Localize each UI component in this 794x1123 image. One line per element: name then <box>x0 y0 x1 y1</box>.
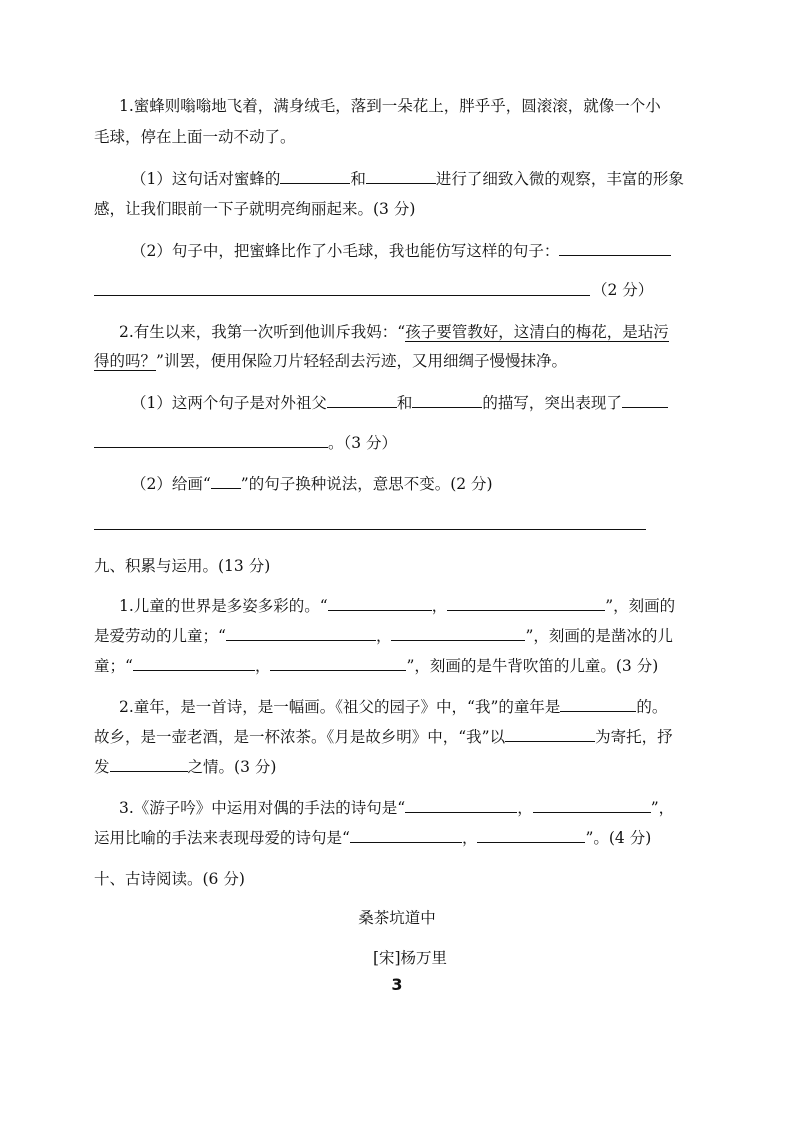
q9-item3-line2: 运用比喻的手法来表现母爱的诗句是“ ， ”。(4 分) <box>94 829 652 847</box>
q8-sub2-score: （2 分） <box>592 281 654 299</box>
q8-sub3-line1: （1）这两个句子是对外祖父 和 的描写，突出表现了 <box>131 392 668 414</box>
q8-para1-line2: 毛球，停在上面一动不动了。 <box>94 128 296 146</box>
answer-blank[interactable] <box>110 756 188 772</box>
answer-blank[interactable] <box>94 432 328 448</box>
q10-heading: 十、古诗阅读。(6 分) <box>94 870 245 888</box>
q8-sub1-line1: （1）这句话对蜜蜂的 和 进行了细致入微的观察，丰富的形象 <box>131 170 684 188</box>
answer-blank[interactable] <box>505 726 595 742</box>
q8-sub4-line1: （2）给画“ ”的句子换种说法，意思不变。(2 分) <box>131 475 493 493</box>
q9-item2-line1: 2.童年，是一首诗，是一幅画。《祖父的园子》中，“我”的童年是 的。 <box>119 698 668 716</box>
answer-blank[interactable] <box>133 655 255 671</box>
answer-blank[interactable] <box>366 168 436 184</box>
answer-blank[interactable] <box>226 625 376 641</box>
q8-para1-line1: 1.蜜蜂则嗡嗡地飞着，满身绒毛，落到一朵花上，胖乎乎，圆滚滚，就像一个小 <box>119 97 661 115</box>
q8-sub2-line1: （2）句子中，把蜜蜂比作了小毛球，我也能仿写这样的句子： <box>131 240 671 262</box>
q8-para2-line1: 2.有生以来，我第一次听到他训斥我妈：“孩子要管教好，这清白的梅花，是玷污 <box>119 323 669 341</box>
q9-item2-line2: 故乡，是一壶老酒，是一杯浓茶。《月是故乡明》中，“我”以 为寄托，抒 <box>94 728 673 746</box>
answer-line[interactable] <box>94 529 646 530</box>
answer-blank[interactable] <box>391 625 525 641</box>
q8-para2-line2: 得的吗？”训罢，便用保险刀片轻轻刮去污迹，又用细绸子慢慢抹净。 <box>94 352 567 370</box>
underlined-sentence: 孩子要管教好，这清白的梅花，是玷污 <box>405 323 669 341</box>
answer-blank[interactable] <box>270 655 406 671</box>
answer-line[interactable] <box>94 295 590 296</box>
answer-blank[interactable] <box>560 696 636 712</box>
answer-blank[interactable] <box>350 827 462 843</box>
q9-item1-line2: 是爱劳动的儿童；“ ， ”，刻画的是凿冰的儿 <box>94 627 673 645</box>
answer-blank[interactable] <box>412 392 482 408</box>
answer-blank[interactable] <box>327 392 397 408</box>
answer-blank[interactable] <box>328 595 432 611</box>
q9-item1-line1: 1.儿童的世界是多姿多彩的。“ ， ”，刻画的 <box>119 597 676 615</box>
underlined-sentence: 得的吗？ <box>94 352 157 370</box>
q9-item3-line1: 3.《游子吟》中运用对偶的手法的诗句是“ ， ”， <box>119 799 675 817</box>
answer-blank[interactable] <box>533 797 651 813</box>
page-number: 3 <box>391 975 403 994</box>
q8-sub1-line2: 感，让我们眼前一下子就明亮绚丽起来。(3 分) <box>94 200 416 218</box>
q9-heading: 九、积累与运用。(13 分) <box>94 557 271 575</box>
q8-sub3-line2: 。（3 分） <box>94 432 397 454</box>
q9-item2-line3: 发 之情。(3 分) <box>94 758 277 776</box>
answer-blank[interactable] <box>405 797 517 813</box>
underline-sample <box>211 473 241 489</box>
answer-blank[interactable] <box>559 240 671 256</box>
answer-blank[interactable] <box>447 595 605 611</box>
answer-blank[interactable] <box>280 168 350 184</box>
answer-blank[interactable] <box>477 827 585 843</box>
poem-title: 桑茶坑道中 <box>358 909 436 927</box>
q9-item1-line3: 童；“ ， ”，刻画的是牛背吹笛的儿童。(3 分) <box>94 657 659 675</box>
poem-author: [宋]杨万里 <box>372 949 448 967</box>
answer-blank[interactable] <box>622 392 668 408</box>
